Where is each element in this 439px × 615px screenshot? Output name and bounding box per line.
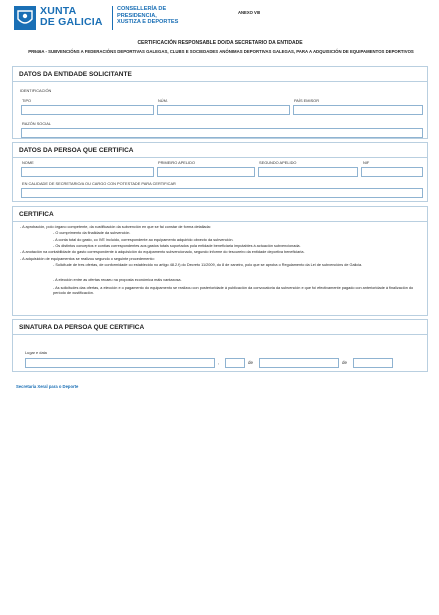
dept-line-2: PRESIDENCIA, <box>117 12 157 19</box>
certify-item-marker: - <box>20 250 22 254</box>
business-name-field[interactable] <box>21 128 423 138</box>
logo-line-1: XUNTA <box>40 5 77 17</box>
certify-item <box>53 286 423 297</box>
document-title: CERTIFICACIÓN RESPONSABLE DO/DA SECRETARIO DA ENTIDADE <box>137 40 303 46</box>
tipo-field[interactable] <box>21 105 154 115</box>
certify-item-marker: - <box>53 286 55 290</box>
place-date-label: Lugar e data <box>25 350 47 355</box>
section-divider <box>13 221 427 222</box>
certify-item <box>53 278 423 283</box>
first-surname-label: PRIMEIRO APELIDO <box>158 160 195 165</box>
xunta-logo-icon <box>14 6 36 30</box>
certify-item <box>53 263 423 268</box>
certify-item-text: As solicitudes das ofertas, a elección e o pagamento do equipamento se realizou con posterioridade á publicación da convocatoria da subvención e que foi efectivamente pagado con anterioridade á finalización do período de xustificación. <box>53 286 414 296</box>
num-field[interactable] <box>157 105 290 115</box>
section-divider <box>13 157 427 158</box>
certify-item <box>20 225 420 230</box>
logo-divider <box>112 6 113 30</box>
department-name <box>117 6 178 26</box>
year-field[interactable] <box>353 358 393 368</box>
certify-item-text: A anotación na contabilidade do gasto correspondente á adquisición do equipamento subvencionado, segundo informe do tesoureiro da entidade deportiva beneficiaria. <box>22 250 305 254</box>
signature-section <box>12 319 428 372</box>
dept-line-3: XUSTIZA E DEPORTES <box>117 19 179 26</box>
de-separator-1: de <box>248 360 254 365</box>
certify-item-marker: - <box>53 244 55 248</box>
person-section-title: DATOS DA PERSOA QUE CERTIFICA <box>19 147 134 154</box>
certify-item-marker: - <box>53 263 55 267</box>
dept-line-1: CONSELLERÍA DE <box>117 6 167 12</box>
comma-separator: , <box>218 360 220 365</box>
entity-section <box>12 66 428 139</box>
first-surname-field[interactable] <box>157 167 255 177</box>
certify-item-text: O cumprimento da finalidade da subvención. <box>55 231 131 235</box>
identification-label: IDENTIFICACIÓN <box>20 88 52 93</box>
role-label: EN CALIDADE DE SECRETARIO/A OU CARGO CON POTESTADE PARA CERTIFICAR <box>22 181 176 186</box>
certify-item-marker: - <box>53 278 55 282</box>
certify-item <box>53 244 421 249</box>
country-label: PAÍS EMISOR <box>294 98 320 103</box>
place-field[interactable] <box>25 358 215 368</box>
page-header <box>14 5 434 33</box>
certify-item <box>53 238 421 243</box>
certify-item-text: A elección entre as ofertas recaeu na proposta económica máis vantaxosa. <box>55 278 182 282</box>
certify-section <box>12 206 428 316</box>
certify-item <box>20 257 420 262</box>
nif-field[interactable] <box>361 167 423 177</box>
certify-item-marker: - <box>53 238 55 242</box>
num-label: NÚM. <box>158 98 168 103</box>
role-field[interactable] <box>21 188 423 198</box>
logo-line-2: DE GALICIA <box>40 16 103 28</box>
section-divider <box>13 81 427 82</box>
certify-item-text: A aprobación, polo órgano competente, da xustificación da subvención en que se fai constar de forma detallada: <box>22 225 211 229</box>
name-field[interactable] <box>21 167 154 177</box>
de-separator-2: de <box>342 360 348 365</box>
name-label: NOME <box>22 160 34 165</box>
footer-organization: Secretaría Xeral para o Deporte <box>16 384 79 389</box>
signature-section-title: SINATURA DA PERSOA QUE CERTIFICA <box>19 324 145 331</box>
certify-item-marker: - <box>20 225 22 229</box>
certify-item-marker: - <box>20 257 22 261</box>
certify-item-text: A conta total do gasto, co IVE incluído, correspondente ao equipamento adquirido obxecto da subvención. <box>55 238 234 242</box>
day-field[interactable] <box>225 358 245 368</box>
certify-item-text: A adquisición de equipamentos se realizou segundo o seguinte procedemento: <box>22 257 155 261</box>
entity-section-title: DATOS DA ENTIDADE SOLICITANTE <box>19 71 132 78</box>
country-field[interactable] <box>293 105 423 115</box>
annex-label: ANEXO VIII <box>238 10 261 15</box>
person-section <box>12 142 428 202</box>
business-name-label: RAZÓN SOCIAL <box>22 121 51 126</box>
xunta-logo-text <box>40 6 103 28</box>
certify-item-text: Os distintos conceptos e contías correspondentes aos gastos totais soportados pola entidade beneficiaria imputables á actuación subvencionada. <box>55 244 301 248</box>
second-surname-field[interactable] <box>258 167 358 177</box>
section-divider <box>13 334 427 335</box>
certify-item-marker: - <box>53 231 55 235</box>
certify-item <box>20 250 420 255</box>
certify-section-title: CERTIFICA <box>19 211 54 218</box>
certify-item <box>53 231 421 236</box>
certify-item-text: Solicitude de tres ofertas, de conformidade co establecido no artigo 48.2.f) do Decreto 11/2009, do 8 de xaneiro, polo que se aproba o Regulamento da Lei de subvencións de Galicia. <box>55 263 363 267</box>
tipo-label: TIPO <box>22 98 32 103</box>
nif-label: NIF <box>363 160 370 165</box>
month-field[interactable] <box>259 358 339 368</box>
second-surname-label: SEGUNDO APELIDO <box>259 160 297 165</box>
document-subtitle: PR946A - SUBVENCIÓNS A FEDERACIÓNS DEPORTIVAS GALEGAS, CLUBS E SOCIEDADES ANÓNIMAS DEPORTIVAS GALEGAS, PARA A ADQUISICIÓN DE EQUIPAMENTOS DEPORTIVOS <box>28 49 414 54</box>
